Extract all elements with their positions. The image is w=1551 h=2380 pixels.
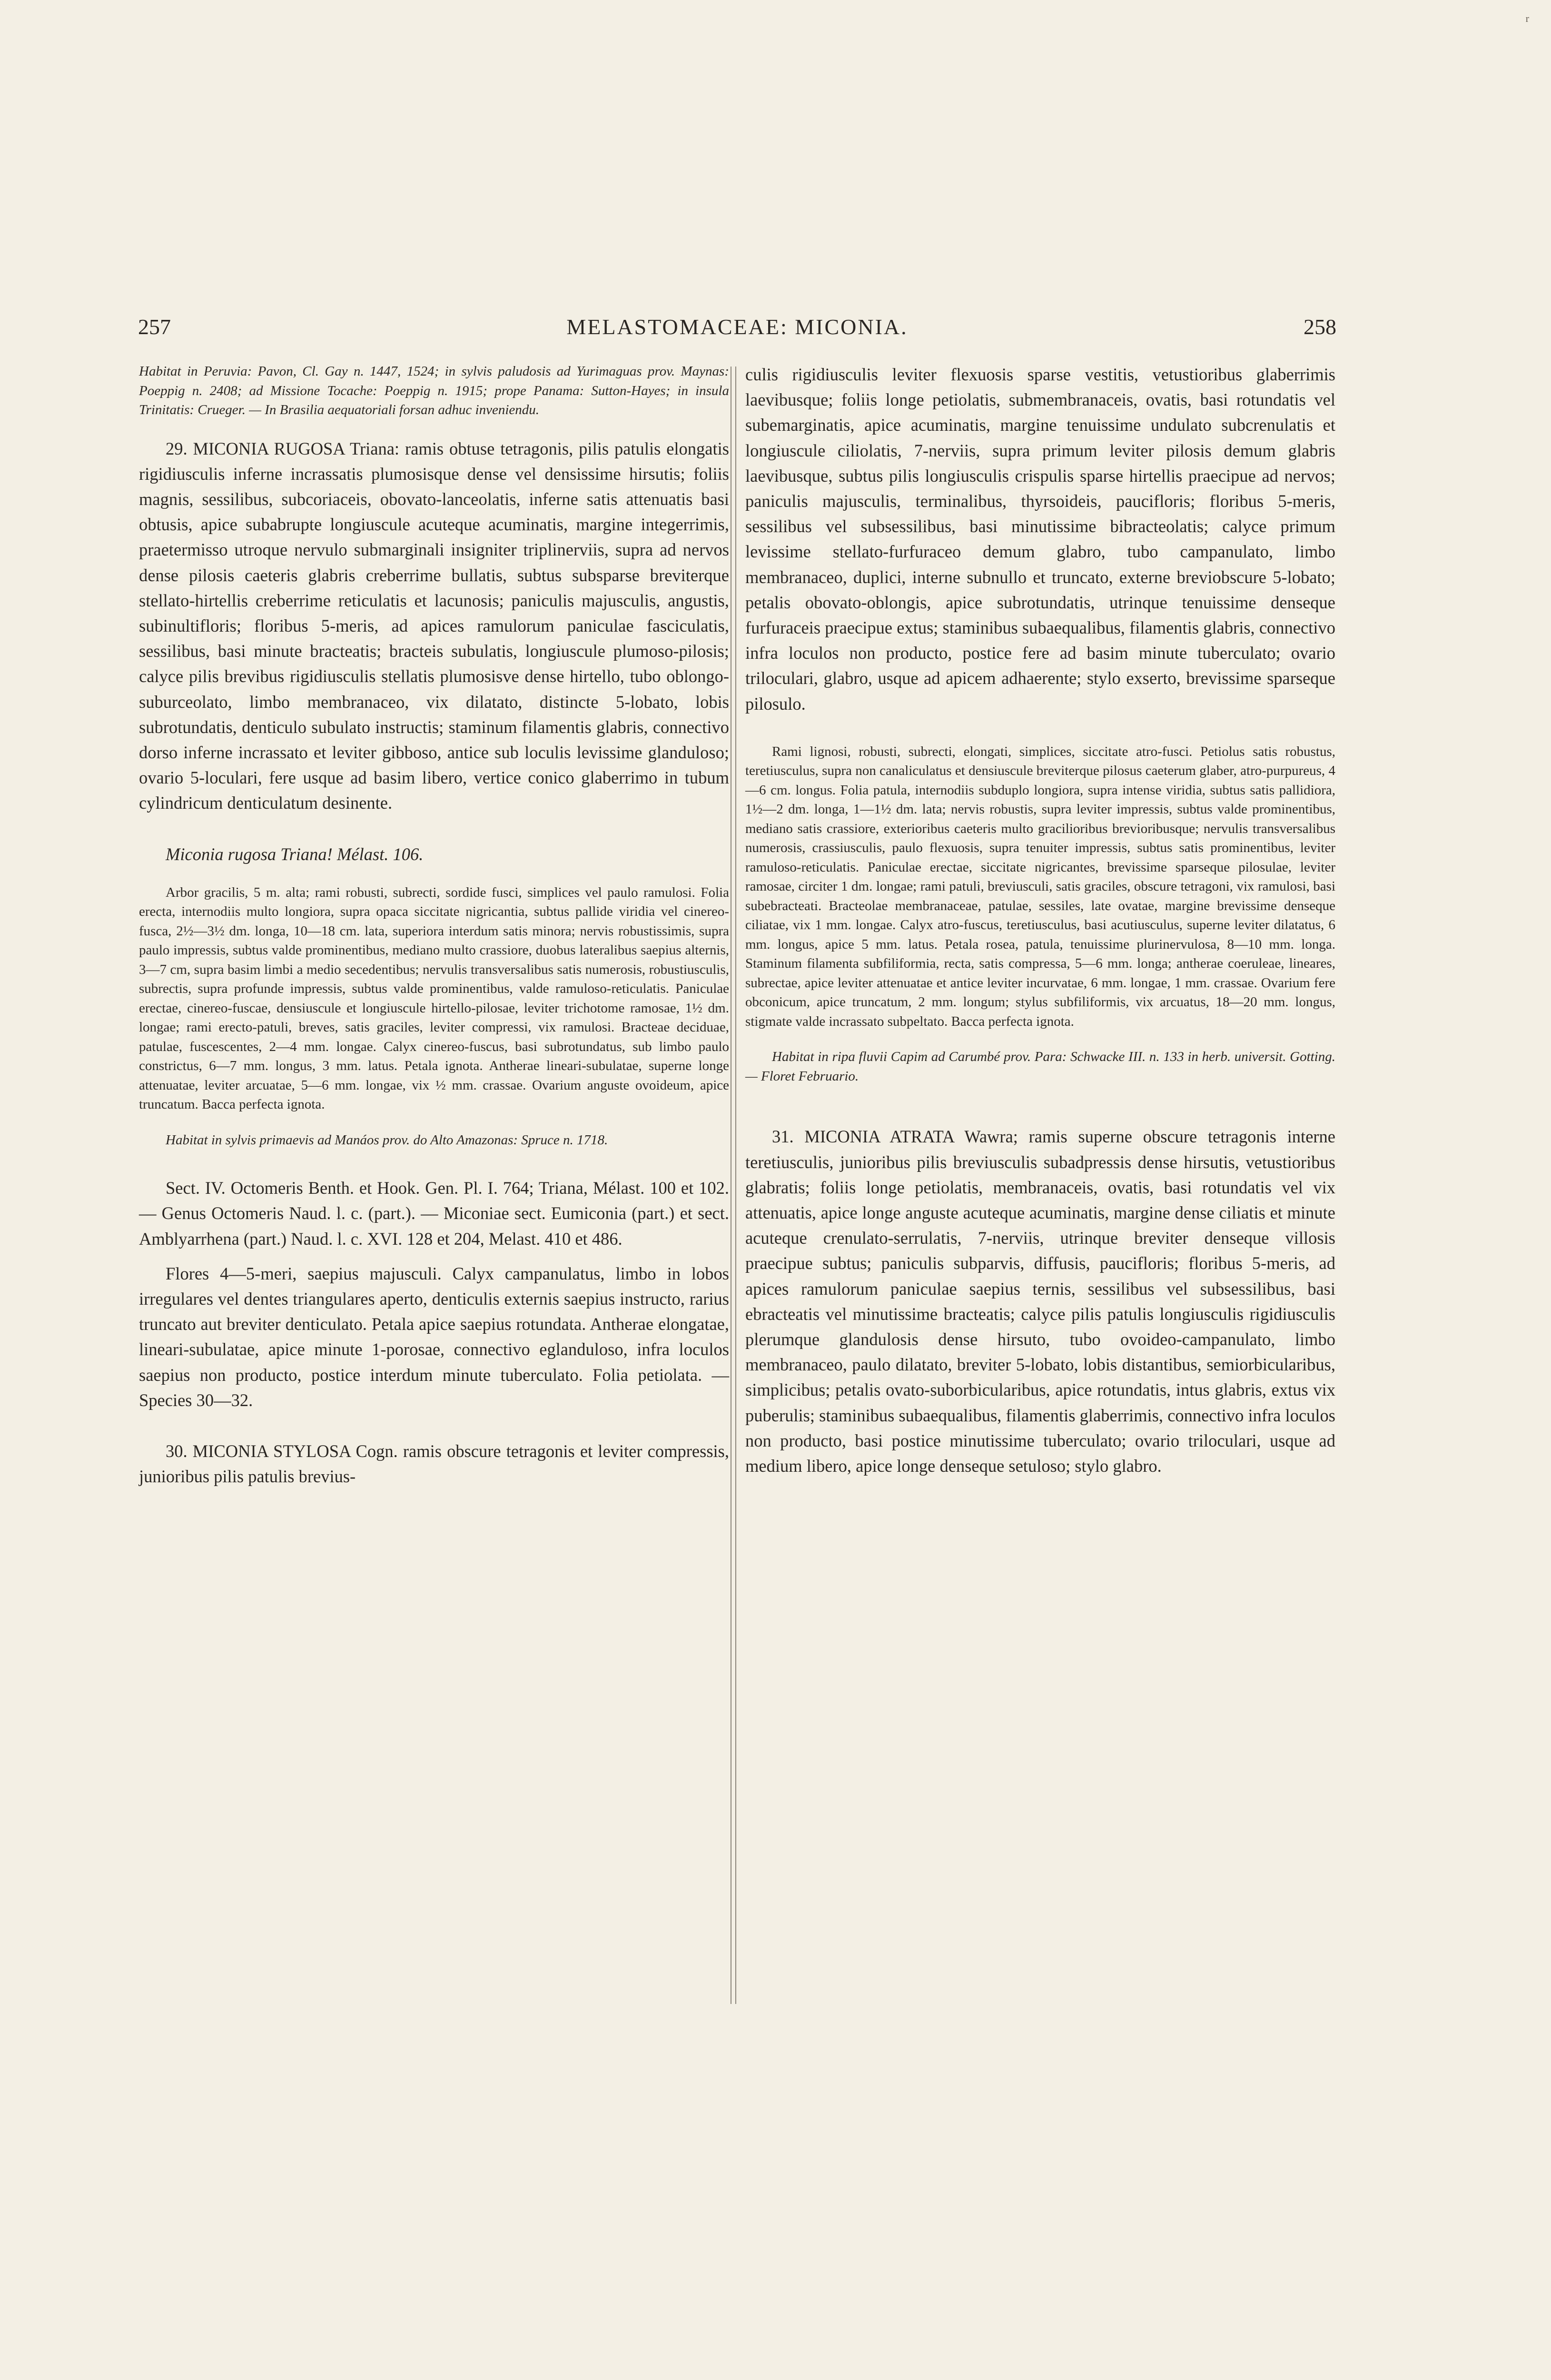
species-31-diagnosis: 31. MICONIA ATRATA Wawra; ramis superne obscure tetragonis interne teretiusculis, junioribus pilis breviusculis subadpressis dense hirsutis, vetustioribus glabratis; foliis longe petiolatis, membranaceis, ovatis, basi rotundatis vel vix attenuatis, apice longe anguste acuteque acuminatis, margine dense ciliatis et minute acuteque crenulato-serrulatis, 7-nerviis, utrinque breviter denseque villosis praecipue subtus; paniculis subparvis, diffusis, paucifloris; floribus 5-meris, ad apices ramulorum paniculae saepius ternis, sessilibus vel subsessilibus, basi ebracteatis vel minutissime bracteatis; calyce pilis patulis longiusculis rigidiusculis plerumque glandulosis dense hirsuto, tubo ovoideo-campanulato, limbo membranaceo, paulo dilatato, breviter 5-lobato, lobis distantibus, semiorbicularibus, simplicibus; petalis ovato-suborbicularibus, apice rotundatis, intus glabris, extus vix puberulis; staminibus subaequalibus, filamentis glaberrimis, connectivo infra loculos non producto, basi postice minutissime tuberculato; ovario triloculari, usque ad medium libero, apice longe denseque setuloso; stylo glabro. bbox=[745, 1127, 1335, 1476]
section-description: Flores 4—5-meri, saepius majusculi. Calyx campanulatus, limbo in lobos irregulares vel dentes triangulares aperto, denticulis externis saepius instructo, rarius truncato aut breviter denticulato. Petala apice saepius rotundata. Antherae elongatae, lineari-subulatae, apice minute 1-porosae, connectivo eglanduloso, infra loculos saepius non producto, postice interdum minute tuberculato. Folia petiolata. — Species 30—32. bbox=[139, 1263, 729, 1410]
species-29-synonym: Miconia rugosa Triana! Mélast. 106. bbox=[166, 844, 424, 864]
column-divider bbox=[731, 367, 736, 2004]
species-30-habitat: Habitat in ripa fluvii Capim ad Carumbé prov. Para: Schwacke III. n. 133 in herb. universit. Gotting. — Floret Februario. bbox=[745, 1049, 1335, 1084]
species-30-diagnosis-start: 30. MICONIA STYLOSA Cogn. ramis obscure tetragonis et leviter compressis, junioribus pilis patulis brevius- bbox=[139, 1441, 729, 1487]
section-heading: Sect. IV. Octomeris Benth. et Hook. Gen. Pl. I. 764; Triana, Mélast. 100 et 102. — Genus Octomeris Naud. l. c. (part.). — Miconiae sect. Eumiconia (part.) et sect. Amblyarrhena (part.) Naud. l. c. XVI. 128 et 204, Melast. 410 et 486. bbox=[139, 1178, 729, 1249]
right-column bbox=[745, 362, 1335, 1478]
left-column bbox=[139, 362, 729, 1489]
species-30-description: Rami lignosi, robusti, subrecti, elongati, simplices, siccitate atro-fusci. Petiolus satis robustus, teretiusculus, supra non canaliculatus et densiuscule breviterque pilosus caeterum glaber, atro-purpureus, 4—6 cm. longus. Folia patula, internodiis subduplo longiora, supra intense viridia, subtus satis pallidiora, 1½—2 dm. longa, 1—1½ dm. lata; nervis robustis, supra leviter impressis, subtus valde prominentibus, mediano satis crassiore, exterioribus caeteris multo gracilioribus brevioribusque; nervulis transversalibus numerosis, crassiusculis, paulo flexuosis, supra tenuiter impressis, subtus satis prominentibus, leviter ramuloso-reticulatis. Paniculae erectae, siccitate nigricantes, brevissime sparseque pilosulae, leviter ramosae, circiter 1 dm. longae; rami patuli, breviusculi, satis graciles, obscure tetragoni, vix ramulosi, basi subebracteati. Bracteolae membranaceae, patulae, sessiles, late ovatae, margine brevissime denseque ciliatae, vix 1 mm. longae. Calyx atro-fuscus, teretiusculus, basi acutiusculus, superne leviter dilatatus, 6 mm. longus, apice 5 mm. latus. Petala rosea, patula, tenuissime plurinervulosa, 8—10 mm. longa. Staminum filamenta subfiliformia, recta, satis compressa, 5—6 mm. longa; antherae coeruleae, lineares, subrectae, apice leviter attenuatae et antice leviter incurvatae, 6 mm. longae, 1 mm. crassae. Ovarium fere obconicum, apice truncatum, 2 mm. longum; stylus subfiliformis, vix arcuatus, 18—20 mm. longus, stigmate valde incrassato subpeltato. Bacca perfecta ignota. bbox=[745, 744, 1335, 1029]
page-number-right: 258 bbox=[1304, 315, 1336, 339]
page-header bbox=[138, 314, 1336, 347]
corner-mark: r bbox=[1525, 12, 1529, 24]
running-title: MELASTOMACEAE: MICONIA. bbox=[566, 315, 908, 339]
species-29-description: Arbor gracilis, 5 m. alta; rami robusti, subrecti, sordide fusci, simplices vel paulo ramulosi. Folia erecta, internodiis multo longiora, supra opaca siccitate nigricantia, subtus pallide viridia vel cinereo-fusca, 2½—3½ dm. longa, 10—18 cm. lata, superiora interdum satis minora; nervis robustissimis, supra paulo impressis, subtus valde prominentibus, mediano multo crassiore, duobus lateralibus saepius alternis, 3—7 cm, supra basim limbi a medio secedentibus; nervulis transversalibus satis numerosis, robustiusculis, subrectis, supra profunde impressis, subtus valde prominentibus, valde ramuloso-reticulatis. Paniculae erectae, cinereo-fuscae, densiuscule et longiuscule hirtello-pilosae, leviter trichotome ramosae, 1½ dm. longae; rami erecto-patuli, breves, satis graciles, leviter compressi, vix ramulosi. Bracteae deciduae, patulae, fuscescentes, 2—4 mm. longae. Calyx cinereo-fuscus, basi subrotundatus, sub limbo paulo constrictus, 6—7 mm. longus, 3 mm. latus. Petala ignota. Antherae lineari-subulatae, superne longe attenuatae, leviter arcuatae, 5—6 mm. longae, vix ½ mm. crassae. Ovarium anguste ovoideum, apice truncatum. Bacca perfecta ignota. bbox=[139, 884, 729, 1112]
habitat-previous: Habitat in Peruvia: Pavon, Cl. Gay n. 1447, 1524; in sylvis paludosis ad Yurimaguas prov. Maynas: Poeppig n. 2408; ad Missione Tocache: Poeppig n. 1915; prope Panama: Sutton-Hayes; in insula Trinitatis: Crueger. — In Brasilia aequatoriali forsan adhuc inveniendu. bbox=[139, 364, 729, 417]
species-29-diagnosis: 29. MICONIA RUGOSA Triana: ramis obtuse tetragonis, pilis patulis elongatis rigidiusculis inferne incrassatis plumosisque dense vel densissime hirsutis; foliis magnis, sessilibus, subcoriaceis, obovato-lanceolatis, inferne satis attenuatis basi obtusis, apice subabrupte longiuscule acuteque acuminatis, margine integerrimis, praetermisso utroque nervulo submarginali insigniter triplinerviis, supra ad nervos dense pilosis caeteris glabris creberrime bullatis, subtus subsparse breviterque stellato-hirtellis creberrime reticulatis et lacunosis; paniculis majusculis, angustis, subinultifloris; floribus 5-meris, ad apices ramulorum paniculae fasciculatis, sessilibus, basi minute bracteatis; bracteis subulatis, longiuscule plumoso-pilosis; calyce pilis brevibus rigidiusculis stellatis plumosisve dense hirtello, tubo oblongo-suburceolato, limbo membranaceo, vix dilatato, distincte 5-lobato, lobis subrotundatis, denticulo subulato instructis; staminum filamentis glabris, connectivo dorso inferne incrassato et leviter gibboso, antice sub loculis levissime glanduloso; ovario 5-loculari, fere usque ad basim libero, vertice conico glaberrimo in tubum cylindricum denticulatum desinente. bbox=[139, 438, 729, 813]
species-30-diagnosis-cont: culis rigidiusculis leviter flexuosis sparse vestitis, vetustioribus glaberrimis laevibusque; foliis longe petiolatis, submembranaceis, ovatis, basi rotundatis vel subemarginatis, apice acuminatis, margine tenuissime undulato subcrenulatis et longiuscule ciliolatis, 7-nerviis, supra primum leviter pilosis demum glabris laevibusque, subtus pilis longiusculis crispulis sparse hirtellis praecipue ad nervos; paniculis majusculis, terminalibus, thyrsoideis, paucifloris; floribus 5-meris, sessilibus vel subsessilibus, basi minutissime bibracteolatis; calyce primum levissime stellato-furfuraceo demum glabro, tubo campanulato, limbo membranaceo, duplici, interne subnullo et truncato, externe breviobscure 5-lobato; petalis obovato-oblongis, apice subrotundatis, utrinque tenuissime denseque furfuraceis praecipue extus; staminibus subaequalibus, filamentis glabris, connectivo infra loculos non producto, postice fere ad basim minute tuberculato; ovario triloculari, glabro, usque ad apicem adhaerente; stylo exserto, brevissime sparseque pilosulo. bbox=[745, 365, 1335, 714]
page-number-left: 257 bbox=[138, 315, 171, 339]
species-29-habitat: Habitat in sylvis primaevis ad Manáos prov. do Alto Amazonas: Spruce n. 1718. bbox=[166, 1132, 608, 1148]
